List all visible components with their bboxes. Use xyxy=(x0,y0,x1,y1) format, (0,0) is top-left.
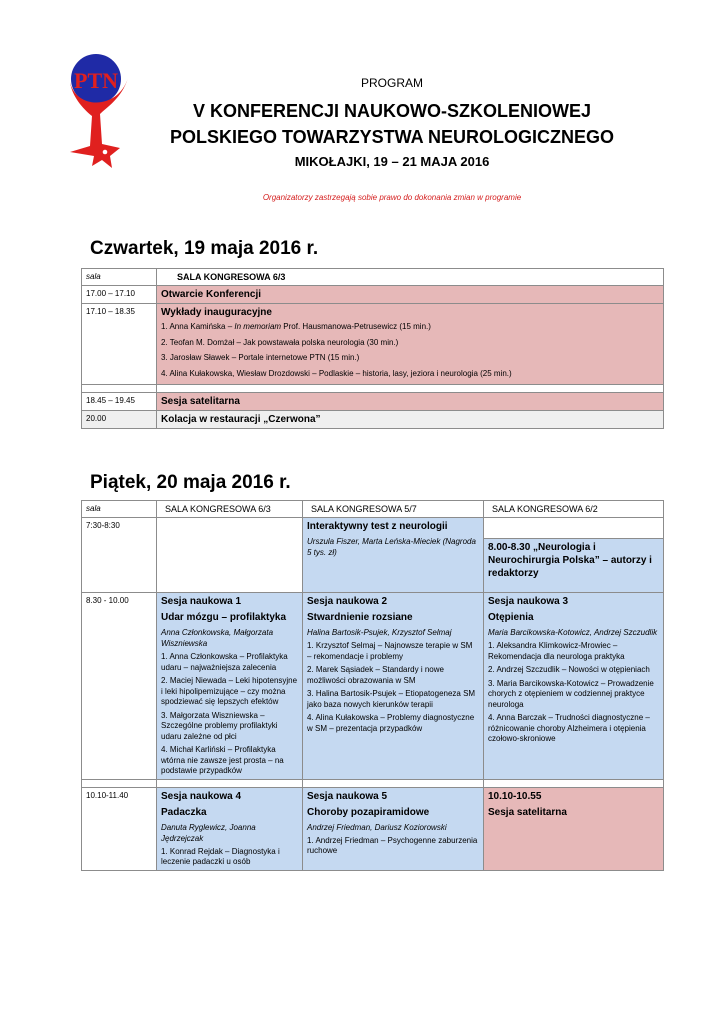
table-row xyxy=(82,286,664,304)
table-row xyxy=(82,787,664,870)
col-hall-1: SALA KONGRESOWA 6/3 xyxy=(157,501,303,518)
blank-band xyxy=(484,518,663,538)
session-3-cell xyxy=(484,593,664,780)
quiz-authors: Urszula Fiszer, Marta Leńska-Mieciek (Nagroda 5 tys. zł) xyxy=(307,537,476,557)
session-number: Sesja naukowa 3 xyxy=(488,596,569,607)
list-item: 1. Andrzej Friedman – Psychogenne zaburzenia ruchowe xyxy=(307,835,478,855)
spacer-row xyxy=(82,779,664,787)
blank-cell xyxy=(157,518,303,593)
conference-title xyxy=(80,98,704,150)
list-item: 4. Alina Kułakowska – Problemy diagnostyczne w SM – prezentacja przypadków xyxy=(307,713,475,733)
session-topic: Udar mózgu – profilaktyka xyxy=(161,612,287,623)
list-item: 3. Małgorzata Wiszniewska – Szczególne problemy profilaktyki udaru zależne od płci xyxy=(161,710,278,741)
session-number: Sesja naukowa 4 xyxy=(161,790,242,802)
day2-table xyxy=(81,500,664,871)
table-row xyxy=(82,593,664,780)
list-item: 3. Jarosław Sławek – Portale internetowe PTN (15 min.) xyxy=(161,353,360,362)
list-item: 3. Halina Bartosik-Psujek – Etiopatogeneza SM jako baza nowych kierunków terapii xyxy=(307,689,476,709)
list-item: 1. Konrad Rejdak – Diagnostyka i leczenie padaczki u osób xyxy=(161,846,280,866)
row-title: Wykłady inauguracyjne xyxy=(161,307,272,318)
list-item: 2. Maciej Niewada – Leki hipotensyjne i leki hipolipemizujące – czy można spodziewać się lepszych efektów xyxy=(161,676,298,706)
session-chairs: Andrzej Friedman, Dariusz Koziorowski xyxy=(307,822,447,832)
table-row xyxy=(82,518,664,593)
satellite-cell xyxy=(484,787,664,870)
list-item: 4. Alina Kułakowska, Wiesław Drozdowski – Podlaskie – historia, lasy, jeziora i neurologia (25 min.) xyxy=(161,368,512,378)
row-title: Kolacja w restauracji „Czerwona” xyxy=(157,411,664,429)
table-row xyxy=(82,393,664,411)
session-number: Sesja naukowa 2 xyxy=(307,596,388,607)
list-item: 2. Teofan M. Domżał – Jak powstawała polska neurologia (30 min.) xyxy=(161,337,399,347)
quiz-cell xyxy=(303,518,484,593)
session-1-cell xyxy=(157,593,303,780)
col-hall: SALA KONGRESOWA 6/3 xyxy=(157,269,664,286)
list-item: 1. Anna Kamińska – In memoriam Prof. Hausmanowa-Petrusewicz (15 min.) xyxy=(161,322,431,331)
program-label: PROGRAM xyxy=(360,76,423,90)
spacer-row xyxy=(82,385,664,393)
session-chairs: Anna Członkowska, Małgorzata Wiszniewska xyxy=(161,628,274,648)
session-topic: Otępienia xyxy=(488,612,534,623)
row-title: Sesja satelitarna xyxy=(157,393,664,411)
session-4-cell xyxy=(157,787,303,870)
row-time: 17.10 – 18.35 xyxy=(82,304,157,385)
journal-title: 8.00-8.30 „Neurologia i Neurochirurgia Polska” – autorzy i redaktorzy xyxy=(484,538,663,592)
row-time: 18.45 – 19.45 xyxy=(82,393,157,411)
table-header-row xyxy=(82,269,664,286)
quiz-title: Interaktywny test z neurologii xyxy=(307,521,448,532)
row-time: 17.00 – 17.10 xyxy=(82,286,157,304)
row-title: Otwarcie Konferencji xyxy=(157,286,664,304)
col-hall-2: SALA KONGRESOWA 5/7 xyxy=(303,501,484,518)
list-item: 2. Marek Sąsiadek – Standardy i nowe możliwości obrazowania w SM xyxy=(307,665,444,685)
session-2-cell xyxy=(303,593,484,780)
title-line-2: POLSKIEGO TOWARZYSTWA NEUROLOGICZNEGO xyxy=(169,127,614,147)
row-time: 20.00 xyxy=(82,411,157,429)
list-item: 1. Anna Członkowska – Profilaktyka udaru – najważniejsza zalecenia xyxy=(161,652,288,672)
list-item: 1. Krzysztof Selmaj – Najnowsze terapie w SM – rekomendacje i problemy xyxy=(307,641,473,661)
session-5-cell xyxy=(303,787,484,870)
journal-cell xyxy=(484,518,664,593)
row-time: 7:30-8:30 xyxy=(82,518,157,593)
organizers-note: Organizatorzy zastrzegają sobie prawo do dokonania zmian w programie xyxy=(262,193,522,202)
day1-heading: Czwartek, 19 maja 2016 r. xyxy=(90,238,319,259)
list-item: 3. Maria Barcikowska-Kotowicz – Prowadzenie chorych z otępieniem w codziennej praktyce neurologa xyxy=(488,678,654,709)
row-lectures xyxy=(157,304,664,385)
title-line-1: V KONFERENCJI NAUKOWO-SZKOLENIOWEJ xyxy=(192,101,591,121)
row-time: 8.30 - 10.00 xyxy=(82,593,157,780)
session-chairs: Maria Barcikowska-Kotowicz, Andrzej Szczudlik xyxy=(488,628,658,637)
col-sala: sala xyxy=(82,501,157,518)
blank-cell xyxy=(82,779,157,787)
satellite-title: Sesja satelitarna xyxy=(488,806,567,818)
session-chairs: Danuta Ryglewicz, Joanna Jędrzejczak xyxy=(161,822,256,843)
table-row xyxy=(82,304,664,385)
table-row xyxy=(82,411,664,429)
day1-table xyxy=(81,268,664,429)
session-topic: Padaczka xyxy=(161,806,207,818)
col-sala: sala xyxy=(82,269,157,286)
session-number: Sesja naukowa 5 xyxy=(307,790,388,802)
blank-cell xyxy=(303,779,484,787)
table-header-row xyxy=(82,501,664,518)
blank-cell xyxy=(157,385,664,393)
satellite-time: 10.10-10.55 xyxy=(488,790,542,802)
session-chairs: Halina Bartosik-Psujek, Krzysztof Selmaj xyxy=(307,628,452,637)
list-item: 1. Aleksandra Klimkowicz-Mrowiec – Rekomendacja dla neurologa praktyka xyxy=(488,641,625,661)
place-date: MIKOŁAJKI, 19 – 21 MAJA 2016 xyxy=(294,154,490,169)
logo-letters: PTN xyxy=(74,68,118,93)
blank-cell xyxy=(484,779,664,787)
blank-cell xyxy=(82,385,157,393)
row-time: 10.10-11.40 xyxy=(82,787,157,870)
session-number: Sesja naukowa 1 xyxy=(161,596,242,607)
list-item: 4. Anna Barczak – Trudności diagnostyczne – różnicowanie choroby Alzheimera i otępienia czołowo-skroniowe xyxy=(488,713,650,743)
session-topic: Stwardnienie rozsiane xyxy=(307,612,413,623)
blank-cell xyxy=(157,779,303,787)
session-topic: Choroby pozapiramidowe xyxy=(307,806,430,818)
col-hall-3: SALA KONGRESOWA 6/2 xyxy=(484,501,664,518)
list-item: 2. Andrzej Szczudlik – Nowości w otępieniach xyxy=(488,665,650,674)
list-item: 4. Michał Karliński – Profilaktyka wtórna nie zawsze jest prosta – na podstawie przypadków xyxy=(161,745,284,775)
day2-heading: Piątek, 20 maja 2016 r. xyxy=(90,472,291,493)
